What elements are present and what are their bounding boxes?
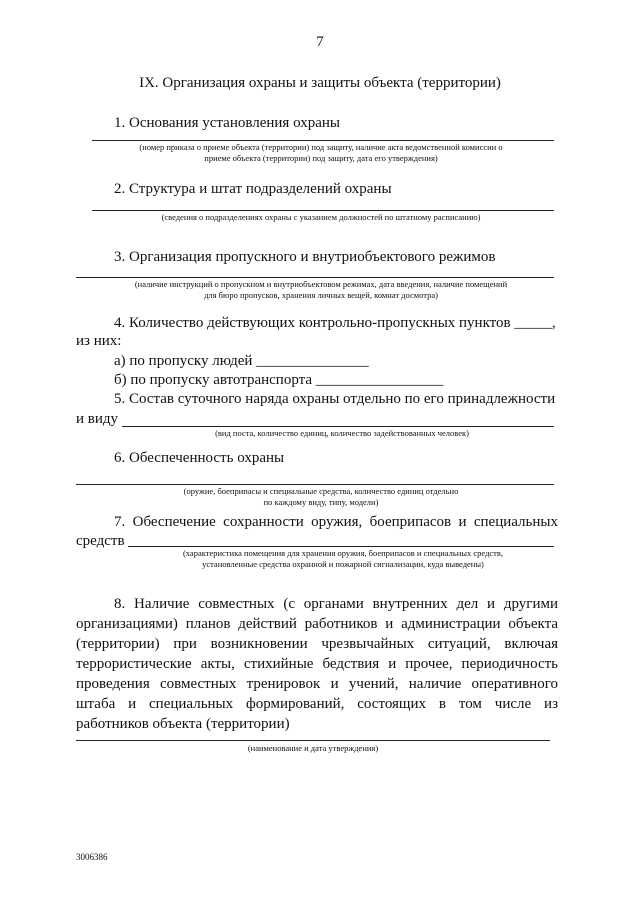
item-5-note: (вид поста, количество единиц, количество задействованных человек): [215, 428, 469, 438]
item-8-fill-line: [76, 740, 550, 741]
item-6-fill-line: [76, 484, 554, 485]
item-8-line-4: террористические акты, стихийные бедствия и прочее, периодичность: [76, 656, 558, 672]
item-7-line-2: средств: [76, 533, 125, 549]
item-6-heading: 6. Обеспеченность охраны: [114, 450, 285, 466]
section-title: IX. Организация охраны и защиты объекта (территории): [139, 75, 501, 91]
item-8-line-5: проведения совместных тренировок и учений, наличие оперативного: [76, 676, 558, 692]
item-4-a-people: а) по пропуску людей _______________: [114, 353, 369, 369]
item-4-line-2: из них:: [76, 333, 122, 349]
item-8-line-2: организациями) планов действий работников и администрации объекта: [76, 616, 558, 632]
item-7-note-line-2: установленные средства охранной и пожарной сигнализации, куда выведены): [202, 559, 484, 569]
item-8-line-1: 8. Наличие совместных (с органами внутренних дел и другими: [114, 596, 558, 612]
footer-document-code: 3006386: [76, 852, 108, 862]
item-3-heading: 3. Организация пропускного и внутриобъектового режимов: [114, 249, 496, 265]
item-2-fill-line: [92, 210, 554, 211]
item-1-note-line-2: приеме объекта (территории) под защиту, дата его утверждения): [204, 153, 438, 163]
item-1-note-line-1: (номер приказа о приеме объекта (территории) под защиту, наличие акта ведомственной комиссии о: [139, 142, 503, 152]
item-7-line-1: 7. Обеспечение сохранности оружия, боеприпасов и специальных: [114, 514, 558, 530]
item-1-fill-line: [92, 140, 554, 141]
item-3-note-line-1: (наличие инструкций о пропускном и внутриобъектовом режимах, дата введения, наличие помещений: [134, 279, 508, 289]
item-3-fill-line: [76, 277, 554, 278]
item-8-line-6: штаба и специальных формирований, состоящих в том числе из: [76, 696, 558, 712]
item-7-fill-line: [128, 546, 554, 547]
item-3-note-line-2: для бюро пропусков, хранения личных вещей, комнат досмотра): [204, 290, 438, 300]
item-2-note: (сведения о подразделениях охраны с указанием должностей по штатному расписанию): [161, 212, 481, 222]
item-6-note-line-1: (оружие, боеприпасы и специальные средства, количество единиц отдельно: [183, 486, 459, 496]
item-2-heading: 2. Структура и штат подразделений охраны: [114, 181, 392, 197]
item-7-note-line-1: (характеристика помещения для хранения оружия, боеприпасов и специальных средств,: [182, 548, 504, 558]
item-5-line-1: 5. Состав суточного наряда охраны отдельно по его принадлежности: [114, 391, 556, 407]
item-4-line-1: 4. Количество действующих контрольно-пропускных пунктов _____,: [114, 315, 556, 331]
item-8-line-7: работников объекта (территории): [76, 716, 290, 732]
item-6-note-line-2: по каждому виду, типу, модели): [263, 497, 379, 507]
item-5-fill-line: [122, 426, 554, 427]
page-number: 7: [316, 34, 324, 50]
item-4-b-vehicles: б) по пропуску автотранспорта _________________: [114, 372, 444, 388]
item-8-note: (наименование и дата утверждения): [247, 743, 379, 753]
item-1-heading: 1. Основания установления охраны: [114, 115, 340, 131]
item-8-line-3: (территории) при возникновении чрезвычайных ситуаций, включая: [76, 636, 558, 652]
item-5-line-2: и виду: [76, 411, 119, 427]
